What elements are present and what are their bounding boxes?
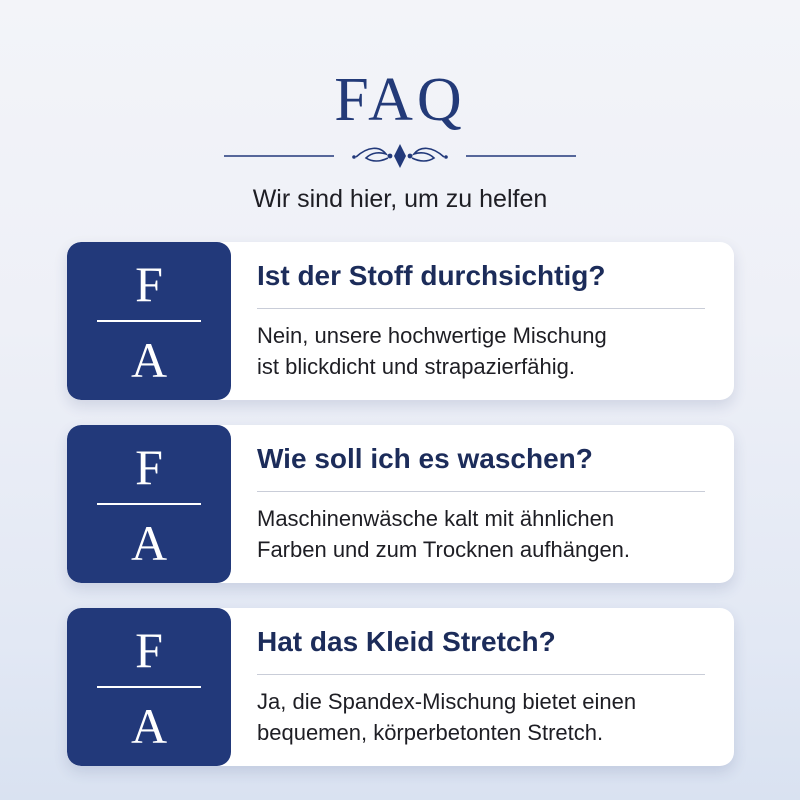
faq-answer (257, 503, 727, 565)
ornament-divider-icon (220, 140, 580, 172)
faq-separator (257, 491, 705, 492)
question-letter: F (135, 256, 163, 312)
faq-separator (257, 308, 705, 309)
answer-letter: A (130, 515, 168, 571)
faq-card (67, 608, 734, 766)
faq-badge (67, 608, 231, 766)
faq-answer-line: Maschinenwäsche kalt mit ähnlichen (257, 506, 615, 531)
badge-divider (97, 503, 201, 505)
faq-answer-line: Ja, die Spandex-Mischung bietet einen (257, 689, 637, 714)
page-subtitle: Wir sind hier, um zu helfen (252, 185, 548, 213)
question-letter: F (135, 622, 163, 678)
answer-letter: A (130, 332, 168, 388)
faq-answer-line: Farben und zum Trocknen aufhängen. (257, 537, 631, 562)
faq-card (67, 425, 734, 583)
answer-letter: A (130, 698, 168, 754)
faq-question: Wie soll ich es waschen? (257, 443, 593, 474)
faq-badge (67, 242, 231, 400)
faq-answer-line: ist blickdicht und strapazierfähig. (257, 354, 575, 379)
faq-question: Ist der Stoff durchsichtig? (257, 260, 606, 291)
faq-answer (257, 686, 727, 748)
faq-separator (257, 674, 705, 675)
badge-divider (97, 686, 201, 688)
faq-card (67, 242, 734, 400)
faq-question: Hat das Kleid Stretch? (257, 626, 556, 657)
question-letter: F (135, 439, 163, 495)
page-title: FAQ (334, 66, 466, 134)
faq-answer-line: bequemen, körperbetonten Stretch. (257, 720, 604, 745)
badge-divider (97, 320, 201, 322)
faq-answer (257, 320, 727, 382)
faq-badge (67, 425, 231, 583)
faq-answer-line: Nein, unsere hochwertige Mischung (257, 323, 607, 348)
